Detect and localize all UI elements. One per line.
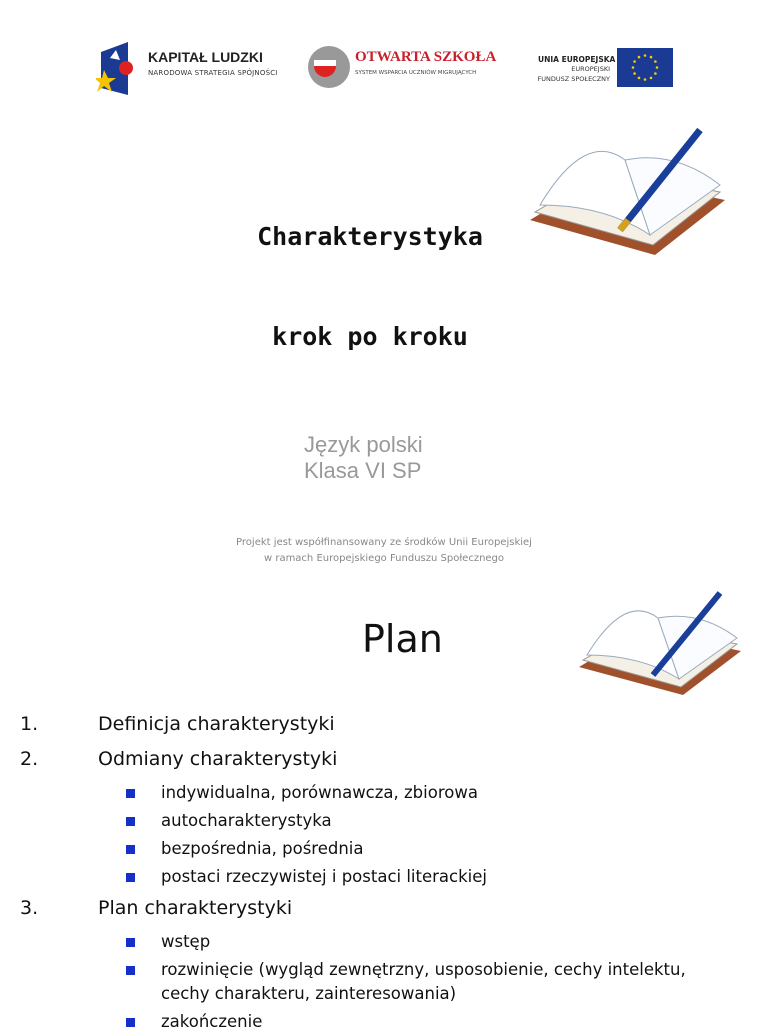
eu-star [654,72,657,75]
item-text: Odmiany charakterystyki [98,748,338,770]
eu-star [644,54,647,57]
bullet-icon [126,817,135,826]
item-number: 3. [20,897,39,919]
subject-text: Język polski [304,432,423,457]
sub-item-text: bezpośrednia, pośrednia [161,839,364,858]
eu-star [633,60,636,63]
project-line-2: w ramach Europejskiego Funduszu Społecznego [263,553,505,564]
bullet-icon [126,789,135,798]
eu-star [632,66,635,69]
bullet-icon [126,938,135,947]
kapital-ludzki-title: KAPITAŁ LUDZKI [148,49,263,65]
bullet-icon [126,966,135,975]
otwarta-szkola-logo-icon [306,44,352,90]
eu-star [654,60,657,63]
grade-text: Klasa VI SP [304,458,422,483]
slide1-subtitle: krok po kroku [272,322,468,351]
otwarta-szkola-subtitle: SYSTEM WSPARCIA UCZNIÓW MIGRUJĄCYCH [355,70,477,76]
item-number: 1. [20,713,39,735]
bullet-icon [126,873,135,882]
item-number: 2. [20,748,39,770]
otwarta-szkola-title: OTWARTA SZKOŁA [355,49,497,65]
kapital-ludzki-logo-icon [96,40,136,98]
bullet-icon [126,1018,135,1027]
project-line-1: Projekt jest współfinansowany ze środków Unii Europejskiej [236,537,532,548]
item-text: Definicja charakterystyki [98,713,335,735]
slide1-subject [304,432,423,484]
eu-star [638,56,641,59]
kapital-ludzki-subtitle: NARODOWA STRATEGIA SPÓJNOŚCI [148,69,278,77]
eu-star [656,66,659,69]
ue-line3: FUNDUSZ SPOŁECZNY [537,75,610,83]
slide2-title: Plan [362,617,443,661]
sub-item-text: zakończenie [161,1012,263,1031]
eu-flag-icon [617,48,673,87]
sub-item-text: autocharakterystyka [161,811,332,830]
project-note [0,535,768,567]
eu-star [633,72,636,75]
slide1-title: Charakterystyka [257,222,483,251]
sub-item-text: postaci rzeczywistej i postaci literackiej [161,867,487,886]
open-book-pen-icon [575,585,745,700]
sub-item-text: indywidualna, porównawcza, zbiorowa [161,783,478,802]
eu-star [650,77,653,80]
ue-line2: EUROPEJSKI [571,65,610,73]
bullet-icon [126,845,135,854]
item-text: Plan charakterystyki [98,897,293,919]
sub-item-text: rozwinięcie (wygląd zewnętrzny, usposobienie, cechy intelektu, [161,960,686,979]
eu-star [644,78,647,81]
eu-star [650,56,653,59]
sub-item-text: cechy charakteru, zainteresowania) [161,984,457,1003]
sub-item-text: wstęp [161,932,211,951]
ue-title: UNIA EUROPEJSKA [538,55,616,64]
eu-star [638,77,641,80]
